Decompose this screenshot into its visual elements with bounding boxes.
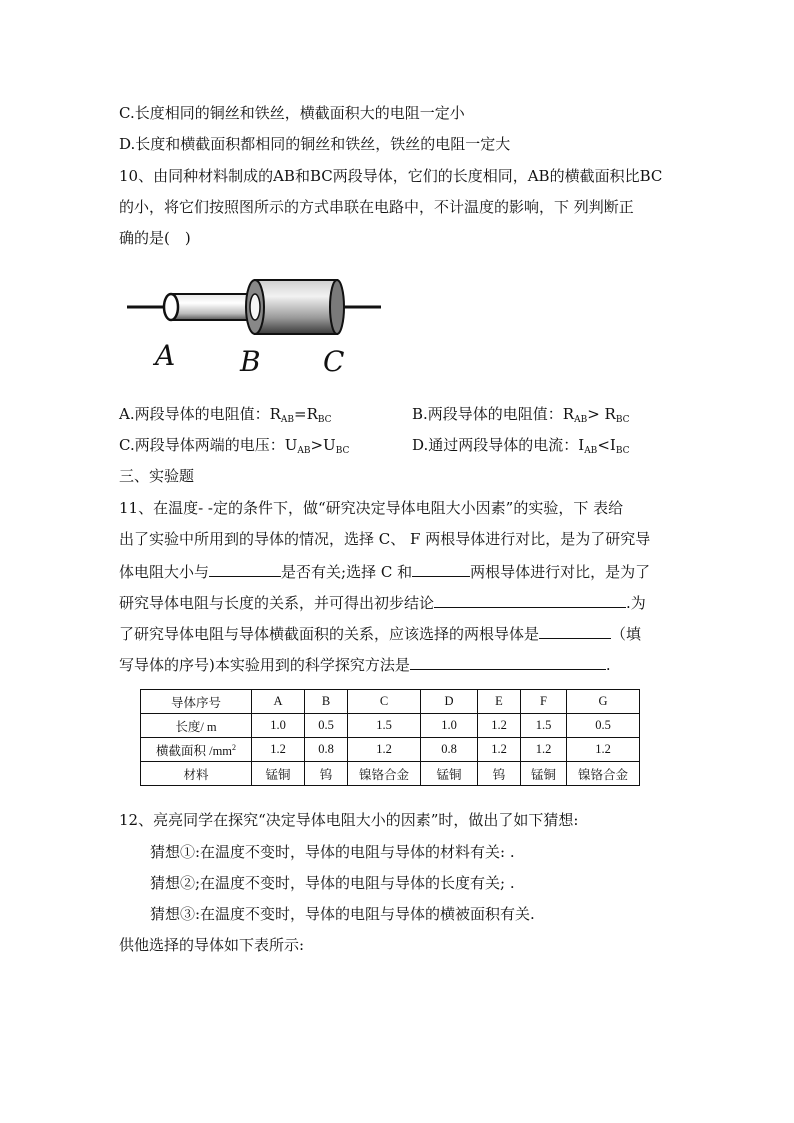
answer-blank-4[interactable]: [539, 622, 611, 639]
table-header-cell: C: [348, 690, 421, 714]
table-cell: 0.8: [305, 738, 348, 762]
question-11-line1: 11、在温度- -定的条件下，做“研究决定导体电阻大小因素”的实验，下 表给: [119, 499, 624, 517]
table-cell: 1.2: [567, 738, 640, 762]
thick-conductor-bc: [246, 280, 344, 334]
question-11-line2: 出了实验中所用到的导体的情况，选择 C、 F 两根导体进行对比，是为了研究导: [119, 530, 651, 548]
table-header-cell: E: [478, 690, 521, 714]
question-11-line5: 了研究导体电阻与导体横截面积的关系，应该选择的两根导体是 （填: [119, 622, 641, 644]
table-cell: 0.5: [567, 714, 640, 738]
table-cell: 锰铜: [421, 762, 478, 786]
option-b: B.两段导体的电阻值：$R_{AB}> R_{BC}$: [412, 405, 630, 425]
option-a: A.两段导体的电阻值：$R_{AB}=R_{BC}$: [119, 405, 332, 425]
table-cell: 1.2: [252, 738, 305, 762]
table-cell: 镍铬合金: [567, 762, 640, 786]
table-cell: 1.0: [421, 714, 478, 738]
answer-blank-3[interactable]: [434, 591, 626, 608]
answer-blank-1[interactable]: [209, 560, 281, 577]
table-cell: 锰铜: [252, 762, 305, 786]
table-header-cell: D: [421, 690, 478, 714]
table-row-label: 横截面积 $/mm^2$: [141, 738, 252, 762]
conductor-table: [140, 689, 640, 786]
guess-1: 猜想①:在温度不变时，导体的电阻与导体的材料有关: .: [150, 843, 515, 861]
option-d: D.通过两段导体的电流：$I_{AB}<I_{BC}$: [412, 436, 630, 456]
table-cell: 1.5: [521, 714, 567, 738]
table-row-label: 长度/ m: [141, 714, 252, 738]
guess-2: 猜想②;在温度不变时，导体的电阻与导体的长度有关; .: [150, 874, 515, 892]
table-row: [141, 714, 640, 738]
question-10-line3: 确的是( ): [119, 229, 191, 247]
table-cell: 1.5: [348, 714, 421, 738]
table-row: [141, 738, 640, 762]
answer-blank-2[interactable]: [412, 560, 470, 577]
table-cell: 0.5: [305, 714, 348, 738]
table-cell: 1.0: [252, 714, 305, 738]
table-row: [141, 690, 640, 714]
table-header-cell: F: [521, 690, 567, 714]
table-cell: 1.2: [478, 714, 521, 738]
option-d-line: D.长度和横截面积都相同的铜丝和铁丝，铁丝的电阻一定大: [119, 135, 511, 153]
section-heading: 三、实验题: [119, 467, 195, 485]
option-c: C.两段导体两端的电压：$U_{AB}>U_{BC}$: [119, 436, 350, 456]
conductor-figure: [125, 272, 385, 382]
label-b: B: [240, 345, 261, 378]
table-cell: 钨: [478, 762, 521, 786]
question-10-line1: 10、由同种材料制成的AB和BC两段导体，它们的长度相同，AB的横截面积比BC: [119, 167, 663, 185]
question-12-line5: 供他选择的导体如下表所示:: [119, 936, 305, 954]
table-header-cell: 导体序号: [141, 690, 252, 714]
question-11-line6: 写导体的序号)本实验用到的科学探究方法是 .: [119, 653, 611, 675]
table-header-cell: A: [252, 690, 305, 714]
table-cell: 1.2: [478, 738, 521, 762]
label-a: A: [155, 339, 176, 372]
question-12-line1: 12、亮亮同学在探究“决定导体电阻大小的因素”时，做出了如下猜想:: [119, 811, 579, 829]
table-header-cell: B: [305, 690, 348, 714]
question-10-line2: 的小，将它们按照图所示的方式串联在电路中，不计温度的影响，下 列判断正: [119, 198, 634, 216]
table-header-cell: G: [567, 690, 640, 714]
table-cell: 1.2: [348, 738, 421, 762]
table-cell: 0.8: [421, 738, 478, 762]
table-row: [141, 762, 640, 786]
table-cell: 钨: [305, 762, 348, 786]
answer-blank-5[interactable]: [410, 653, 606, 670]
table-cell: 锰铜: [521, 762, 567, 786]
label-c: C: [323, 345, 345, 378]
table-cell: 镍铬合金: [348, 762, 421, 786]
option-c-line: C.长度相同的铜丝和铁丝，横截面积大的电阻一定小: [119, 104, 465, 122]
question-11-line4: 研究导体电阻与长度的关系，并可得出初步结论 .为: [119, 591, 646, 613]
table-cell: 1.2: [521, 738, 567, 762]
question-11-line3: 体电阻大小与 是否有关;选择 C 和 两根导体进行对比，是为了: [119, 560, 650, 582]
guess-3: 猜想③:在温度不变时，导体的电阻与导体的横被面积有关.: [150, 905, 535, 923]
table-row-label: 材料: [141, 762, 252, 786]
